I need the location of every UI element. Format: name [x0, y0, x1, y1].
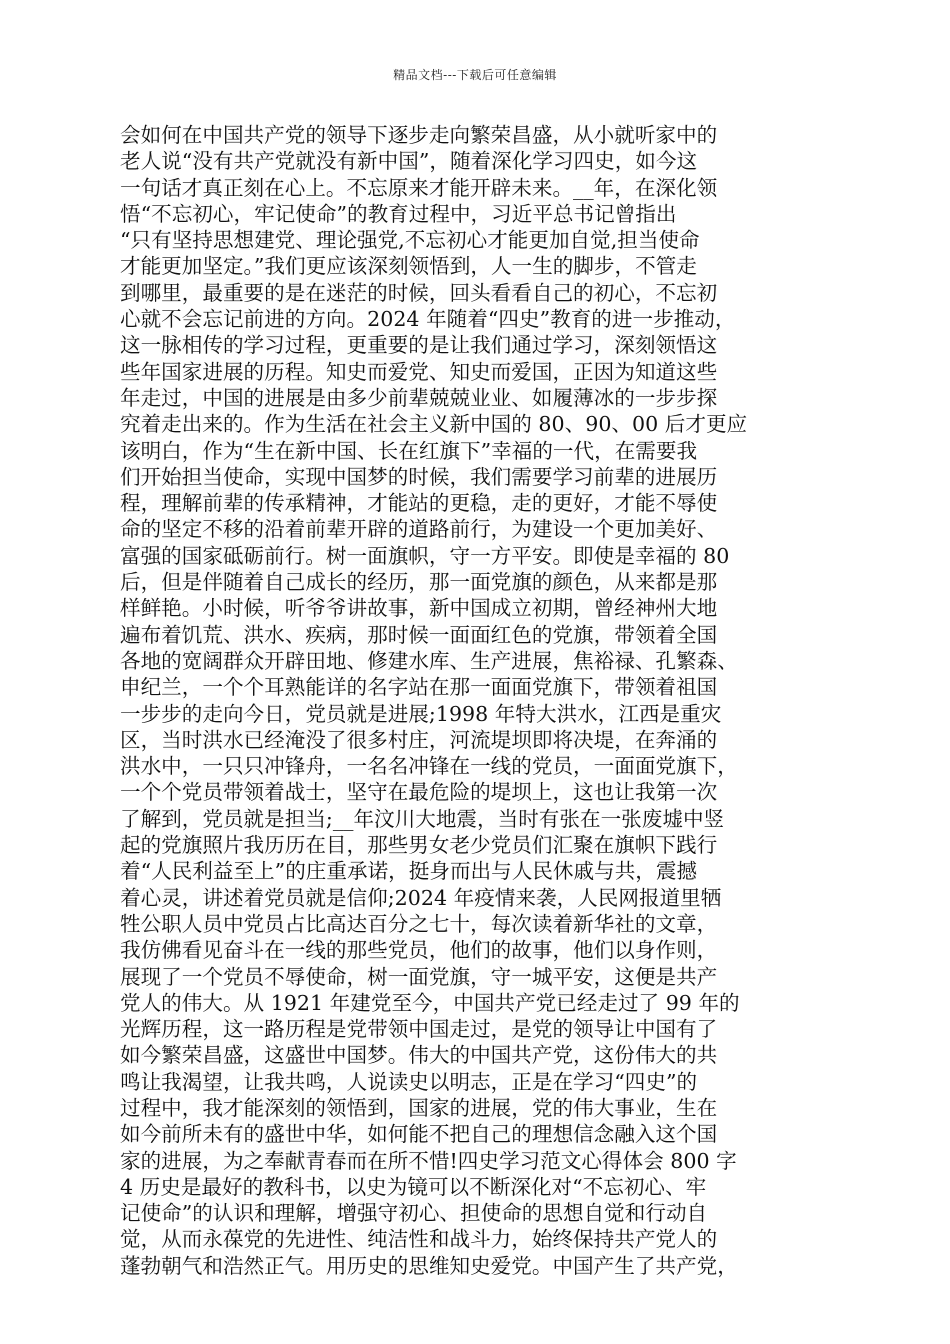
- text-line: 会如何在中国共产党的领导下逐步走向繁荣昌盛，从小就听家中的: [120, 123, 718, 147]
- text-line: 鸣让我渴望，让我共鸣，人说读史以明志，正是在学习“四史”的: [120, 1069, 698, 1094]
- text-line: 才能更加坚定。”我们更应该深刻领悟到，人一生的脚步，不管走: [120, 254, 697, 279]
- document-body: [120, 122, 832, 1279]
- page-header: 精品文档---下载后可任意编辑: [393, 68, 557, 82]
- text-line: 了解到，党员就是担当;__年汶川大地震，当时有张在一张废墟中竖: [120, 806, 725, 831]
- text-line: 洪水中，一只只冲锋舟，一名名冲锋在一线的党员，一面面党旗下，: [120, 754, 738, 779]
- text-line: “只有坚持思想建党、理论强党,不忘初心才能更加自觉,担当使命: [120, 228, 700, 253]
- text-line: 家的进展，为之奉献青春而在所不惜!四史学习范文心得体会 800 字: [120, 1148, 737, 1173]
- text-line: 牲公职人员中党员占比高达百分之七十，每次读着新华社的文章，: [120, 911, 718, 936]
- text-line: 后，但是伴随着自己成长的经历，那一面党旗的颜色，从来都是那: [120, 570, 718, 595]
- text-line: 一个个党员带领着战士，坚守在最危险的堤坝上，这也让我第一次: [120, 780, 718, 805]
- text-line: 申纪兰，一个个耳熟能详的名字站在那一面面党旗下，带领着祖国: [120, 675, 718, 700]
- text-line: 命的坚定不移的沿着前辈开辟的道路前行，为建设一个更加美好、: [120, 517, 718, 542]
- text-line: 老人说“没有共产党就没有新中国”，随着深化学习四史，如今这: [120, 149, 698, 174]
- text-line: 该明白，作为“生在新中国、长在红旗下”幸福的一代，在需要我: [120, 438, 698, 463]
- text-line: 程，理解前辈的传承精神，才能站的更稳，走的更好，才能不辱使: [120, 491, 718, 516]
- text-line: 蓬勃朝气和浩然正气。用历史的思维知史爱党。中国产生了共产党，: [120, 1253, 738, 1278]
- text-line: 到哪里，最重要的是在迷茫的时候，回头看看自己的初心，不忘初: [120, 280, 718, 305]
- text-line: 遍布着饥荒、洪水、疾病，那时候一面面红色的党旗，带领着全国: [120, 622, 718, 647]
- text-line: 心就不会忘记前进的方向。2024 年随着“四史”教育的进一步推动，: [120, 307, 736, 332]
- text-line: 记使命”的认识和理解，增强守初心、担使命的思想自觉和行动自: [120, 1201, 708, 1226]
- text-line: 富强的国家砥砺前行。树一面旗帜，守一方平安。即使是幸福的 80: [120, 543, 730, 568]
- text-line: 区，当时洪水已经淹没了很多村庄，河流堤坝即将决堤，在奔涌的: [120, 727, 718, 752]
- text-line: 党人的伟大。从 1921 年建党至今，中国共产党已经走过了 99 年的: [120, 990, 740, 1015]
- text-line: 悟“不忘初心，牢记使命”的教育过程中，习近平总书记曾指出: [120, 201, 677, 226]
- text-line: 展现了一个党员不辱使命，树一面党旗，守一城平安，这便是共产: [120, 964, 718, 989]
- text-line: 过程中，我才能深刻的领悟到，国家的进展，党的伟大事业，生在: [120, 1095, 718, 1120]
- text-line: 觉，从而永葆党的先进性、纯洁性和战斗力，始终保持共产党人的: [120, 1227, 718, 1252]
- text-line: 着“人民利益至上”的庄重承诺，挺身而出与人民休戚与共，震撼: [120, 859, 698, 884]
- text-line: 各地的宽阔群众开辟田地、修建水库、生产进展，焦裕禄、孔繁森、: [120, 648, 738, 673]
- text-line: 些年国家进展的历程。知史而爱党、知史而爱国，正因为知道这些: [120, 359, 718, 384]
- text-line: 4 历史是最好的教科书，以史为镜可以不断深化对“不忘初心、牢: [120, 1174, 707, 1199]
- text-line: 究着走出来的。作为生活在社会主义新中国的 80、90、00 后才更应: [120, 412, 748, 437]
- text-line: 一句话才真正刻在心上。不忘原来才能开辟未来。__年，在深化领: [120, 175, 718, 200]
- text-line: 一步步的走向今日，党员就是进展;1998 年特大洪水，江西是重灾: [120, 701, 722, 726]
- text-line: 光辉历程，这一路历程是党带领中国走过，是党的领导让中国有了: [120, 1017, 718, 1042]
- text-line: 起的党旗照片我历历在目，那些男女老少党员们汇聚在旗帜下践行: [120, 833, 718, 858]
- text-line: 我仿佛看见奋斗在一线的那些党员，他们的故事，他们以身作则，: [120, 938, 718, 963]
- text-line: 们开始担当使命，实现中国梦的时候，我们需要学习前辈的进展历: [120, 464, 718, 489]
- text-line: 样鲜艳。小时候，听爷爷讲故事，新中国成立初期，曾经神州大地: [120, 596, 718, 621]
- text-line: 着心灵，讲述着党员就是信仰;2024 年疫情来袭，人民网报道里牺: [120, 885, 722, 910]
- text-line: 如今繁荣昌盛，这盛世中国梦。伟大的中国共产党，这份伟大的共: [120, 1043, 718, 1068]
- text-line: 如今前所未有的盛世中华，如何能不把自己的理想信念融入这个国: [120, 1122, 718, 1147]
- text-line: 这一脉相传的学习过程，更重要的是让我们通过学习，深刻领悟这: [120, 333, 718, 358]
- text-line: 年走过，中国的进展是由多少前辈兢兢业业、如履薄冰的一步步探: [120, 385, 718, 410]
